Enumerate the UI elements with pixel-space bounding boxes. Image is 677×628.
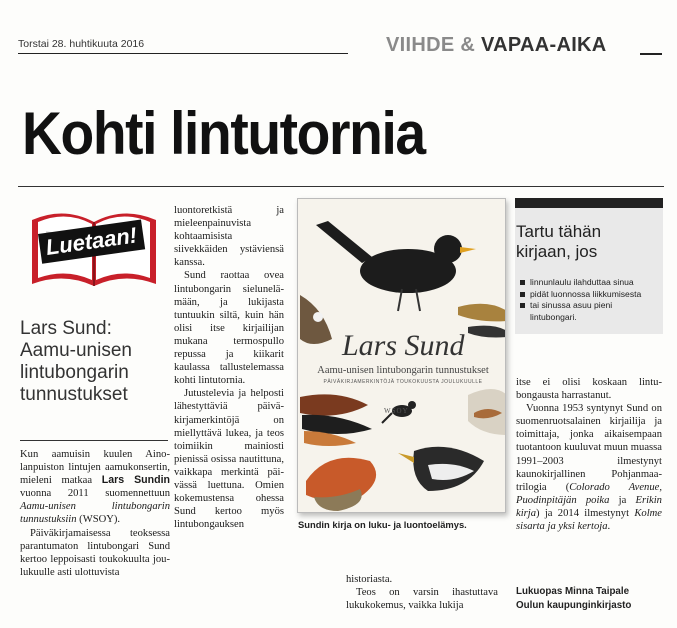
- paragraph: historiasta.: [346, 574, 393, 585]
- book-publisher: WSOY: [384, 407, 409, 415]
- image-caption: Sundin kirja on luku- ja luontoelämys.: [298, 519, 467, 530]
- list-item: pidät luonnossa liikkumisesta: [520, 289, 660, 301]
- robin-icon: [306, 458, 376, 511]
- factbox-title: Tartu tähän kirjaan, jos: [516, 222, 602, 261]
- book-author: Lars Sund: [342, 329, 465, 362]
- article-column-2: [174, 204, 284, 531]
- section-title: [386, 34, 607, 57]
- article-column-3: [346, 573, 498, 612]
- blackbird-icon: [316, 221, 476, 311]
- list-item: linnunlaulu ilahduttaa sinua: [520, 277, 660, 289]
- paragraph: Vuonna 1953 syntynyt Sund on suomenruotsalainen kirjailija ja toimittaja, jonka aikaisempaan tuotantoon kuuluvat muun muassa 1991–2003 ilmestynyt kaunokirjallinen Pohjanmaa-trilogia (Colorado Avenue, Puodinpitäjän poika ja Erikin kirja) ja 2014 ilmestynyt Kolme sisarta ja yksi kertoja.: [516, 403, 662, 533]
- paragraph: luontoretkistä ja mieleenpainuvista kohtaamisista siivekkäiden ystäviensä kanssa.: [174, 205, 284, 269]
- paragraph: itse ei olisi koskaan lintubongausta harrastanut.: [516, 377, 662, 402]
- paragraph: Jutustelevia ja helposti lähestyttäviä päiväkirjamerkintöjä on miellyttävä lukea, ja teos toimiikin mainiosti pienissä osissa nautittuna, vaikkapa merkintä päivässä luettuna. Omien kokemustensa ohessa Sund kertoo myös lintubongauksen: [174, 388, 284, 531]
- headline-divider: [18, 186, 664, 187]
- paragraph: Päiväkirjamaisessa teoksessa parantumaton lintubongari Sund kertoo leppoisasti toukokuulta joulukuulle asti ulottuvista: [20, 527, 170, 578]
- section-title-part1: VIIHDE &: [386, 34, 476, 56]
- byline: [516, 585, 631, 612]
- section-title-part2: VAPAA-AIKA: [480, 34, 607, 56]
- bird-right-middle-icon: [468, 389, 506, 435]
- book-subtitle: PÄIVÄKIRJAMERKINTÖJÄ TOUKOKUUSTA JOULUKUULLE: [323, 379, 483, 385]
- list-item: tai sinussa asuu pieni lintubongari.: [520, 300, 660, 323]
- dateline: Torstai 28. huhtikuuta 2016: [18, 38, 145, 50]
- byline-org: Oulun kaupunginkirjasto: [516, 599, 632, 611]
- header-divider: [18, 53, 348, 54]
- byline-name: Lukuopas Minna Taipale: [516, 586, 630, 597]
- bullet-icon: [520, 280, 525, 285]
- feather-illustration-icon: [300, 394, 372, 446]
- article-column-4: [516, 376, 662, 533]
- book-title: Aamu-unisen lintubongarin tunnustukset: [317, 365, 489, 376]
- paragraph: Teos on varsin ihastuttava lukukokemus, vaikka lukija: [346, 587, 498, 612]
- logo-label: Luetaan!: [38, 220, 145, 264]
- bird-right-top-icon: [458, 304, 506, 338]
- bullet-icon: [520, 292, 525, 297]
- paragraph: Kun aamuisin kuulen Ainolanpuiston lintujen aamukonsertin, mieleni matkaa Lars Sundin vuonna 2011 suomennettuun Aamu-unisen lintubongarin tunnustuksiin (WSOY).: [20, 449, 171, 526]
- section-rule: [640, 53, 662, 55]
- factbox-list: [520, 277, 660, 323]
- factbox-bar: [515, 198, 663, 208]
- headline: Kohti lintutornia: [22, 100, 425, 167]
- book-cover: [297, 198, 506, 513]
- article-column-1: [20, 448, 170, 579]
- paragraph: Sund raottaa ovea lintubongarin sielunelämään, ja lukijasta tuntuukin siltä, kuin hän olisi itse kirjailijan mukana termospullo repussa ja kiikarit kaulassa tallustelemassa kohti lintutornia.: [174, 270, 284, 387]
- deck-title: Lars Sund: Aamu-unisen lintubongarin tunnustukset: [20, 318, 132, 405]
- deck-divider: [20, 440, 168, 441]
- bullet-icon: [520, 303, 525, 308]
- bird-bottom-right-icon: [398, 447, 484, 491]
- bird-left-icon: [300, 295, 332, 344]
